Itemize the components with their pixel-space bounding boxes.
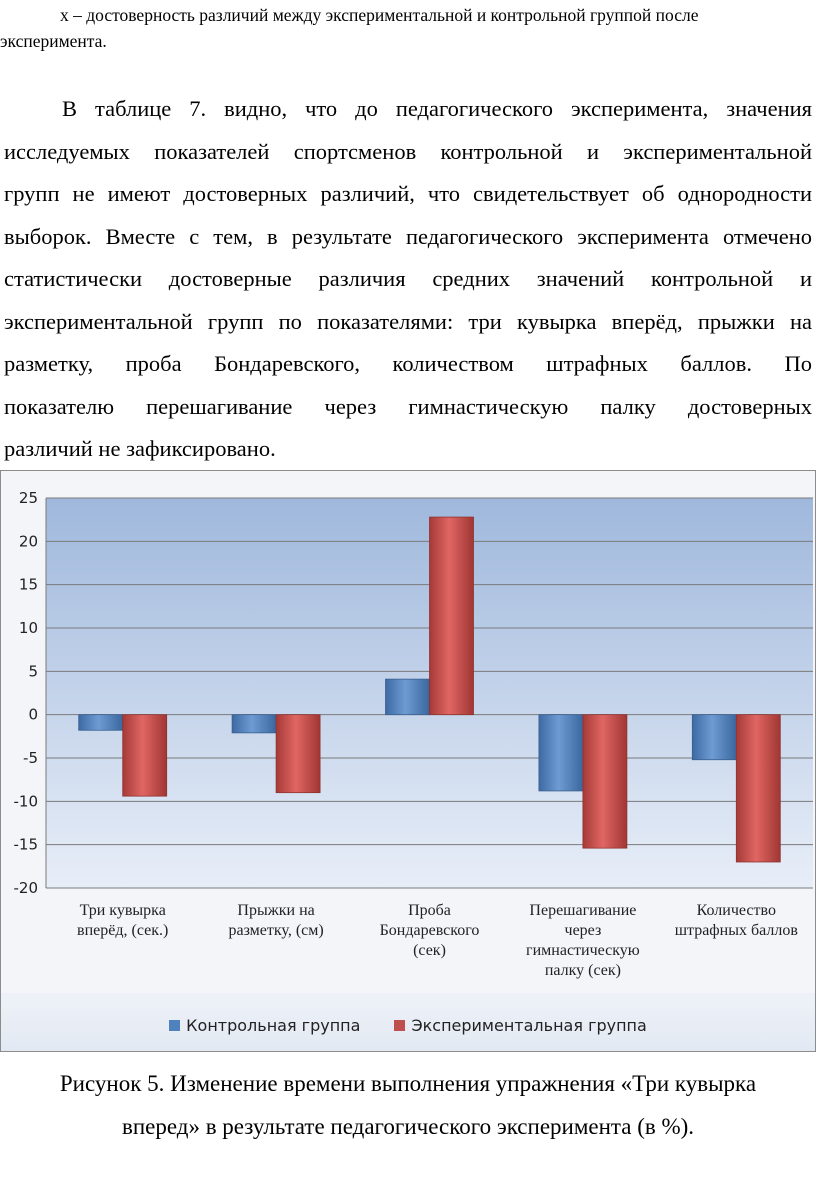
caption-line-1: Рисунок 5. Изменение времени выполнения упражнения «Три кувырка [59,1071,757,1096]
x-category-label-line: Проба [408,902,451,919]
paragraph-line: показателю перешагивание через гимнастическую палку достоверных [4,393,812,419]
bar-experimental [736,715,780,862]
paragraph-line: разметку, проба Бондаревского, количеством штрафных баллов. По [4,351,812,376]
body-paragraph [4,88,812,471]
paragraph-line: статистически достоверные различия средних значений контрольной и [4,266,812,291]
bar-experimental [430,517,474,715]
x-category-label-line: вперёд, (сек.) [77,922,169,939]
paragraph-line: исследуемых показателей спортсменов контрольной и экспериментальной [4,138,812,164]
x-category-label-line: палку (сек) [544,962,621,979]
x-category-label-line: гимнастическую [526,942,640,959]
x-category-label-line: Перешагивание [529,902,637,919]
bar-chart [0,470,816,1052]
bar-control [232,715,276,733]
legend-swatch-control [169,1020,180,1031]
chart-legend [0,1012,816,1038]
figure-caption [0,1062,816,1148]
chart-canvas [1,471,815,1051]
x-category-label-line: Прыжки на [237,902,315,919]
note-line-1: х – достоверность различий между экспериментальной и контрольной группой после [60,5,699,25]
bar-experimental [276,715,320,793]
x-category-label-line: штрафных баллов [674,922,798,939]
bar-experimental [583,715,627,848]
legend-item-experimental [394,1016,646,1035]
x-category-label-line: Количество [696,902,776,919]
y-tick-label: 5 [28,662,38,681]
paragraph-line: В таблице 7. видно, что до педагогического эксперимента, значения [62,96,812,121]
legend-label-control: Контрольная группа [186,1015,361,1035]
paragraph-line: выборок. Вместе с тем, в результате педагогического эксперимента отмечено [4,223,812,249]
bar-control [539,715,583,791]
x-category-label-line: через [564,922,602,939]
paragraph-line: экспериментальной групп по показателями: три кувырка вперёд, прыжки на [4,308,812,334]
y-tick-label: 15 [18,575,38,594]
note-line-2: эксперимента. [0,31,107,51]
y-tick-label: -5 [23,749,38,767]
y-tick-label: 25 [18,489,38,507]
note-text [0,2,816,54]
paragraph-line: различий не зафиксировано. [4,436,276,461]
y-tick-label: -15 [13,835,38,854]
y-tick-label: 20 [18,532,38,551]
legend-item-control [169,1016,360,1035]
legend-swatch-experimental [394,1020,405,1031]
y-tick-label: -10 [13,792,38,811]
bar-experimental [123,715,167,796]
bar-control [386,679,430,715]
y-tick-label: -20 [13,879,38,897]
legend-label-experimental: Экспериментальная группа [411,1015,647,1035]
bar-control [79,715,123,731]
x-category-label-line: Три кувырка [79,902,166,919]
bar-control [692,715,736,760]
paragraph-line: групп не имеют достоверных различий, что свидетельствует об однородности [4,181,812,206]
y-tick-label: 10 [18,619,38,637]
x-category-label-line: разметку, (см) [228,922,324,939]
x-category-label-line: Бондаревского [379,922,480,939]
x-category-label-line: (сек) [413,942,446,959]
y-tick-label: 0 [28,705,38,724]
caption-line-2: вперед» в результате педагогического эксперимента (в %). [121,1114,695,1139]
